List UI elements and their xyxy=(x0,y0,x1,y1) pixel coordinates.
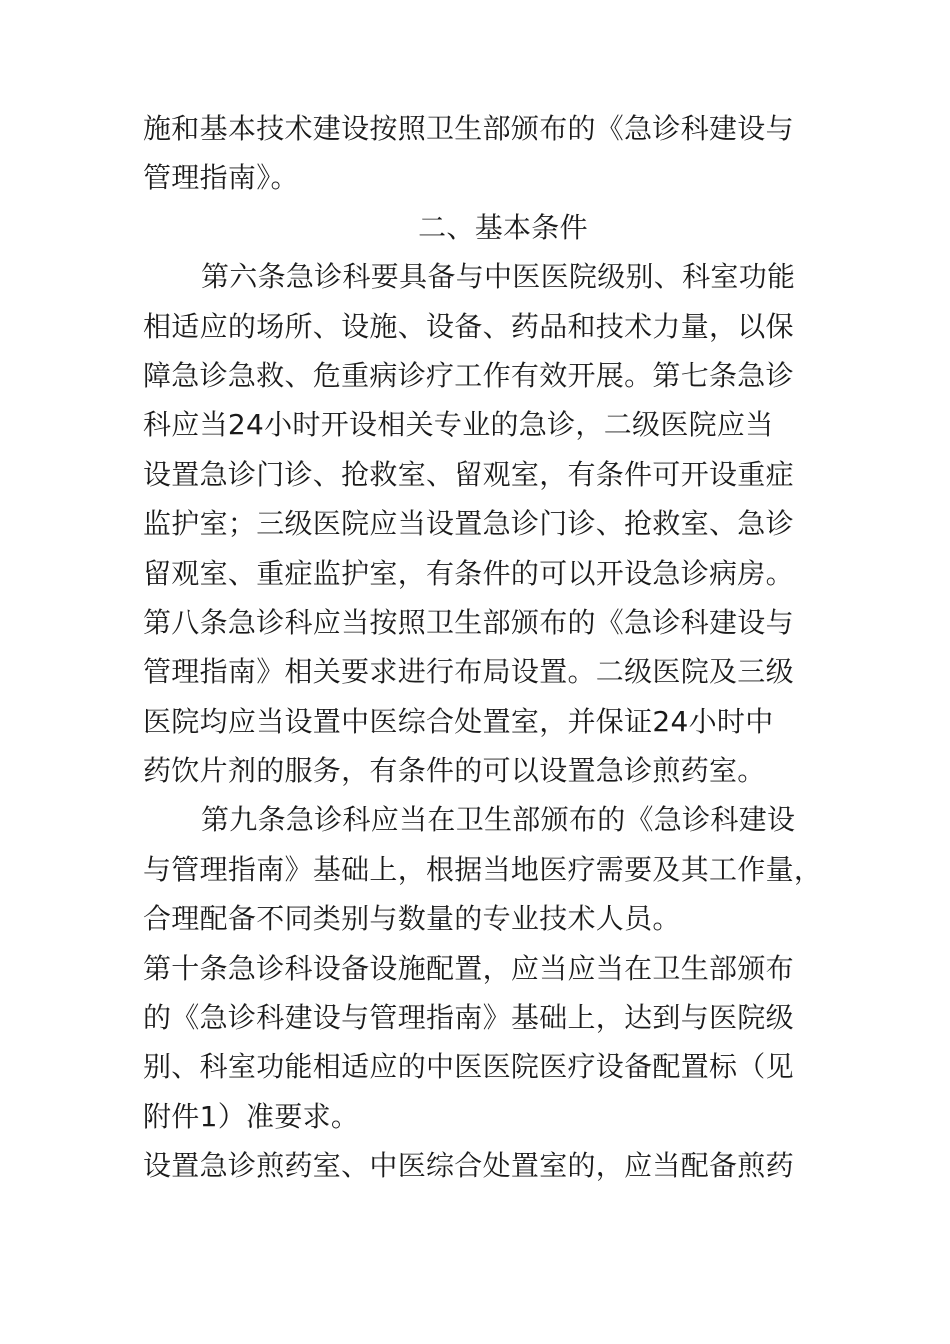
text-line: 施和基本技术建设按照卫生部颁布的《急诊科建设与 xyxy=(143,112,794,145)
text-line: 科应当24小时开设相关专业的急诊，二级医院应当 xyxy=(143,408,774,442)
text-line: 相适应的场所、设施、设备、药品和技术力量，以保 xyxy=(143,309,794,343)
text-line: 第九条急诊科应当在卫生部颁布的《急诊科建设 xyxy=(201,803,796,837)
text-line: 附件1）准要求。 xyxy=(143,1099,360,1133)
text-line: 监护室；三级医院应当设置急诊门诊、抢救室、急诊 xyxy=(143,507,794,541)
text-line: 的《急诊科建设与管理指南》基础上，达到与医院级 xyxy=(143,1001,794,1035)
text-line: 别、科室功能相适应的中医医院医疗设备配置标（见 xyxy=(143,1050,794,1084)
text-line: 障急诊急救、危重病诊疗工作有效开展。第七条急诊 xyxy=(143,358,794,392)
text-line: 药饮片剂的服务，有条件的可以设置急诊煎药室。 xyxy=(143,754,766,788)
text-line: 合理配备不同类别与数量的专业技术人员。 xyxy=(143,902,681,936)
text-line: 医院均应当设置中医综合处置室，并保证24小时中 xyxy=(143,704,774,738)
section-heading: 二、基本条件 xyxy=(418,210,588,244)
document-body xyxy=(143,104,843,1191)
text-line: 管理指南》。 xyxy=(143,161,299,195)
text-line: 与管理指南》基础上，根据当地医疗需要及其工作量， xyxy=(143,852,823,886)
text-line: 第六条急诊科要具备与中医医院级别、科室功能 xyxy=(201,260,796,294)
text-line: 管理指南》相关要求进行布局设置。二级医院及三级 xyxy=(143,655,794,689)
text-line: 设置急诊煎药室、中医综合处置室的，应当配备煎药 xyxy=(143,1149,794,1183)
text-line: 第十条急诊科设备设施配置，应当应当在卫生部颁布 xyxy=(143,951,794,985)
text-line: 设置急诊门诊、抢救室、留观室，有条件可开设重症 xyxy=(143,457,794,491)
text-line: 第八条急诊科应当按照卫生部颁布的《急诊科建设与 xyxy=(143,605,794,639)
text-line: 留观室、重症监护室，有条件的可以开设急诊病房。 xyxy=(143,556,794,590)
